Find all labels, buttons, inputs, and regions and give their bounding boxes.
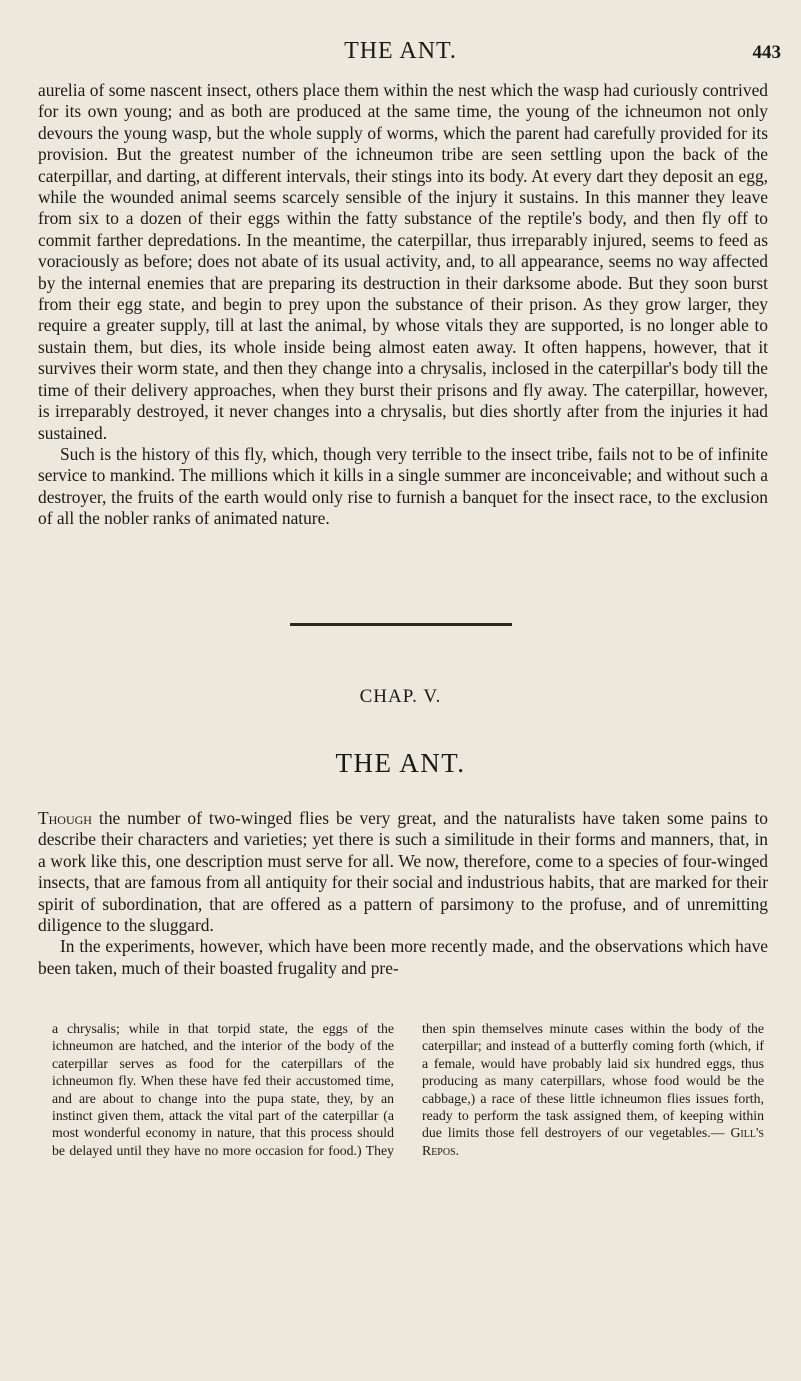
running-head bbox=[0, 38, 801, 68]
first-word: Though bbox=[38, 808, 92, 828]
page-number: 443 bbox=[752, 42, 781, 63]
footnote-text bbox=[52, 1020, 764, 1159]
paragraph bbox=[38, 808, 768, 936]
chapter-text bbox=[38, 808, 768, 979]
continued-text bbox=[38, 80, 768, 530]
paragraph: In the experiments, however, which have been more recently made, and the observations which have been taken, much of their boasted frugality and pre- bbox=[38, 936, 768, 978]
paragraph-text: the number of two-winged flies be very great, and the naturalists have taken some pains to describe their characters and varieties; yet there is such a similitude in their forms and manners, that, in a work like this, one description must serve for all. We now, therefore, come to a species of four-winged insects, that are famous from all antiquity for their social and industrious habits, that are marked for their spirit of subordination, that are offered as a pattern of parsimony to the profuse, and of unremitting diligence to the sluggard. bbox=[38, 808, 768, 936]
footnote-body: a chrysalis; while in that torpid state, the eggs of the ichneumon are hatched, and the interior of the body of the caterpillar serves as food for the caterpillars of the ichneumon fly. When these have fed their accustomed time, and are about to change into the pupa state, they, by an instinct given them, attack the vital part of the caterpillar (a most wonderful economy in nature, that this process should be delayed until they have no more occasion for food.) They then spin themselves minute cases within the body of the caterpillar; and instead of a butterfly coming forth (which, if a female, would have probably laid six hundred eggs, thus producing as many caterpillars, whose food would be the cabbage,) a race of these little ichneumon flies issues forth, ready to perform the task assigned them, of keeping within due limits those fell destroyers of our vegetables.— bbox=[52, 1021, 764, 1158]
chapter-number: CHAP. V. bbox=[359, 686, 442, 707]
footnote bbox=[52, 1020, 764, 1159]
chapter-title: THE ANT. bbox=[335, 748, 466, 778]
running-title: THE ANT. bbox=[344, 38, 457, 64]
paragraph: aurelia of some nascent insect, others place them within the nest which the wasp had curiously contrived for its own young; and as both are produced at the same time, the young of the ichneumon not only devours the young wasp, but the whole supply of worms, which the parent had carefully provided for its provision. But the greatest number of the ichneumon tribe are seen settling upon the back of the caterpillar, and darting, at different intervals, their stings into its body. At every dart they deposit an egg, while the wounded animal seems scarcely sensible of the injury it sustains. In this manner they leave from six to a dozen of their eggs within the fatty substance of the reptile's body, and then fly off to commit farther depredations. In the meantime, the caterpillar, thus irreparably injured, seems to feed as voraciously as before; does not abate of its usual activity, and, to all appearance, seems no way affected by the internal enemies that are preparing its destruction in their darksome abode. But they soon burst from their egg state, and begin to prey upon the substance of their prison. As they grow larger, they require a greater supply, till at last the animal, by whose vitals they are supported, is no longer able to sustain them, but dies, its whole inside being almost eaten away. It often happens, however, that it survives their worm state, and then they change into a chrysalis, inclosed in the caterpillar's body till the time of their delivery approaches, when they burst their prisons and fly away. The caterpillar, however, is irreparably destroyed, it never changes into a chrysalis, but dies shortly after from the injuries it had sustained. bbox=[38, 80, 768, 443]
footnote-attribution: Gill's Repos. bbox=[422, 1125, 764, 1158]
section-rule bbox=[290, 623, 512, 626]
paragraph: Such is the history of this fly, which, though very terrible to the insect tribe, fails not to be of infinite service to mankind. The millions which it kills in a single summer are inconceivable; and without such a destroyer, the fruits of the earth would only rise to furnish a banquet for the insect race, to the exclusion of all the nobler ranks of animated nature. bbox=[38, 443, 768, 529]
